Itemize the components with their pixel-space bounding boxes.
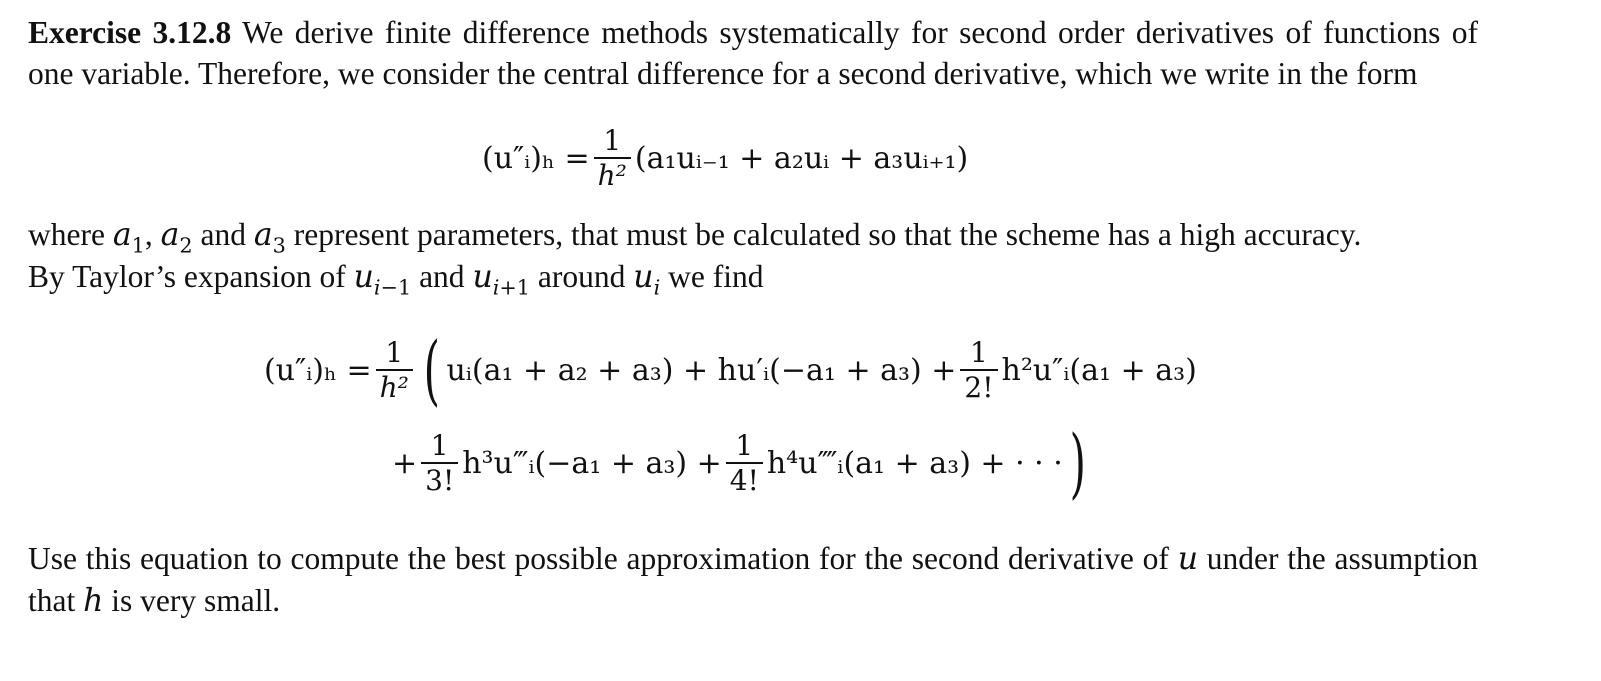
eq2-fraction-1 [376,335,413,404]
open-big-paren: ( [423,325,440,414]
eq2-f3-numerator: 1 [430,428,449,462]
taylor-text: By Taylor’s expansion of [28,259,346,294]
outro-text-3: is very small. [111,583,281,618]
eq1-rhs: (a₁uᵢ₋₁ + a₂uᵢ + a₃uᵢ₊₁) [634,140,969,176]
taylor-equation-line-2 [392,418,1092,507]
u-i-minus-1: $u_{i-1}$ [353,259,412,300]
exercise-intro-paragraph [28,12,1478,94]
eq1-fraction [594,126,631,191]
close-big-paren: ) [1069,418,1086,507]
eq2-f1-numerator: 1 [385,335,404,369]
eq1-numerator: 1 [603,124,622,157]
eq2-line2-plus: + [392,445,418,481]
eq2-f2-numerator: 1 [970,335,988,369]
parameters-paragraph: where $a_1$, $a_2$ and $a_3$ represent parameters, that must be calculated so that the scheme has a high accuracy. By Taylor’s expansion of $u_{i-1}$ and $u_{i+1}$ around $u_i$ we find [28,217,1362,300]
we-find-text: we find [668,259,764,294]
eq2-f4-numerator: 1 [735,428,754,462]
var-h: h [83,583,104,619]
eq2-line2-tail: h⁴u⁗ᵢ(a₁ + a₃) + · · · [766,445,1063,481]
and-text: and [419,259,465,294]
var-u: u [1177,541,1198,577]
exercise-intro-text: We derive finite difference methods systematically for second order derivatives of functions of one variable. Therefore, we consider the central difference for a second derivative, which we write in the form [28,15,1478,91]
exercise-label: Exercise 3.12.8 [28,15,232,50]
param-a2: $a_2$ [160,217,193,258]
outro-text-1: Use this equation to compute the best possible approximation for the second derivative of [28,541,1169,576]
eq2-fraction-2 [960,335,997,404]
eq2-f2-denominator: 2! [964,371,994,404]
eq2-line2-terms: h³u‴ᵢ(−a₁ + a₃) + [462,445,722,481]
where-text-2: represent parameters, that must be calculated so that the scheme has a high accuracy. [293,217,1362,252]
eq2-fraction-4 [726,428,763,497]
u-i: $u_i$ [633,259,661,300]
eq2-f3-denominator: 3! [425,464,455,497]
central-difference-equation [482,126,968,191]
param-a1: $a_1$ [112,217,145,258]
around-text: around [537,259,626,294]
eq2-line1-tail: h²u″ᵢ(a₁ + a₃) [1001,352,1197,388]
eq2-fraction-3 [421,428,458,497]
where-text: where [28,217,105,252]
eq2-f1-denominator: h² [379,371,409,404]
eq2-lhs: (u″ᵢ)ₕ = [264,352,372,388]
eq2-line1-terms: uᵢ(a₁ + a₂ + a₃) + hu′ᵢ(−a₁ + a₃) + [446,352,957,388]
param-a3: $a_3$ [253,217,286,258]
taylor-equation-line-1 [264,325,1197,414]
eq1-lhs: (u″ᵢ)ₕ = [482,140,590,176]
outro-text-2: under the assumption that [28,541,1478,618]
eq1-denominator: h² [597,159,627,193]
conclusion-paragraph [28,538,1478,622]
u-i-plus-1: $u_{i+1}$ [472,259,531,300]
eq2-f4-denominator: 4! [729,464,759,497]
